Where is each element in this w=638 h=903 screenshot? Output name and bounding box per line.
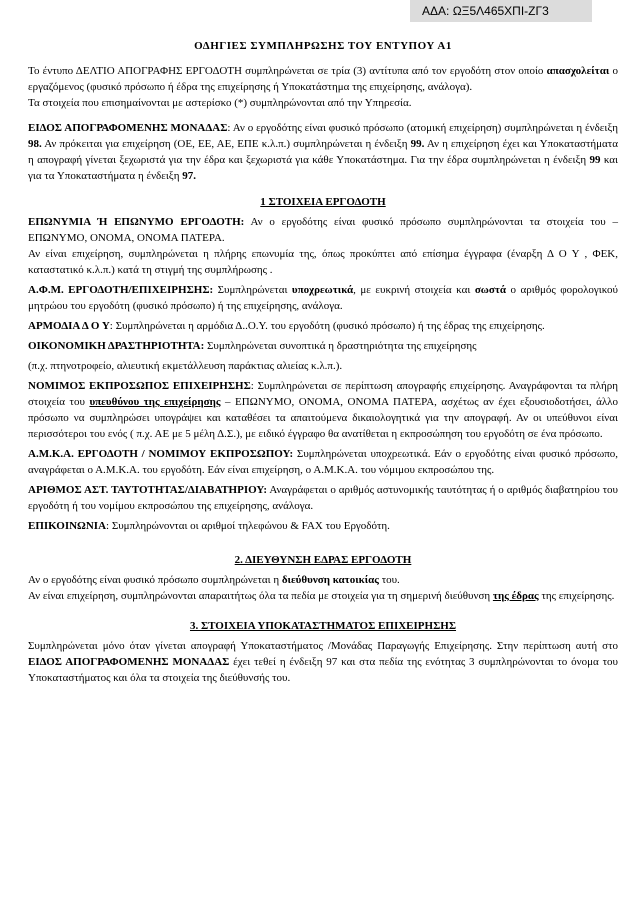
section-3-heading: 3. ΣΤΟΙΧΕΙΑ ΥΠΟΚΑΤΑΣΤΗΜΑΤΟΣ ΕΠΙΧΕΙΡΗΣΗΣ xyxy=(189,620,457,632)
epikoinonia-paragraph xyxy=(28,518,618,534)
intro-text-1: Το έντυπο ΔΕΛΤΙΟ ΑΠΟΓΡΑΦΗΣ ΕΡΓΟΔΟΤΗ συμπληρώνεται σε τρία (3) αντίτυπα από τον εργοδότη στον οποίο xyxy=(28,65,547,77)
section-3-text-1: Συμπληρώνεται μόνο όταν γίνεται απογραφή Υποκαταστήματος /Μονάδας Παραγωγής Επιχείρησης. Στην περίπτωση αυτή στο xyxy=(28,640,618,652)
intro-bold-word: απασχολείται xyxy=(546,65,610,77)
section-3-paragraph xyxy=(28,638,618,686)
section-2-text-1: Αν ο εργοδότης είναι φυσικό πρόσωπο συμπληρώνεται η xyxy=(28,574,282,586)
page-title: ΟΔΗΓΙΕΣ ΣΥΜΠΛΗΡΩΣΗΣ ΤΟΥ ΕΝΤΥΠΟΥ Α1 xyxy=(194,40,452,52)
eidos-code-99: 99. xyxy=(410,138,425,150)
afm-label: Α.Φ.Μ. ΕΡΓΟΔΟΤΗ/ΕΠΙΧΕΙΡΗΣΗΣ: xyxy=(28,284,214,296)
eidos-text-2: Αν πρόκειται για επιχείρηση (ΟΕ, ΕΕ, ΑΕ, ΕΠΕ κ.λ.π.) συμπληρώνεται η ένδειξη xyxy=(41,138,411,150)
eponymia-paragraph xyxy=(28,214,618,246)
eidos-paragraph xyxy=(28,120,618,184)
afm-bold-1: υποχρεωτικά xyxy=(291,284,354,296)
oik-label: ΟΙΚΟΝΟΜΙΚΗ ΔΡΑΣΤΗΡΙΟΤΗΤΑ: xyxy=(28,340,205,352)
afm-paragraph xyxy=(28,282,618,314)
intro-paragraph xyxy=(28,63,618,95)
oik-examples: (π.χ. πτηνοτροφείο, αλιευτική εκμετάλλευση παράκτιας αλιείας κ.λ.π.). xyxy=(28,360,343,372)
afm-text-1: Συμπληρώνεται xyxy=(213,284,292,296)
afm-bold-2: σωστά xyxy=(474,284,507,296)
nomimos-text-1: : Συμπληρώνεται σε περίπτωση απογραφής επιχείρησης. Αναγράφονται τα πλήρη στοιχεία του xyxy=(28,380,618,408)
eidos-text-3: Αν η επιχείρηση έχει και Υποκαταστήματα η απογραφή γίνεται ξεχωριστά για την έδρα και ξεχωριστά για κάθε Υποκατάστημα. Για την έδρα συμπληρώνεται η ένδειξη xyxy=(28,138,618,166)
eponymia-text: Αν ο εργοδότης είναι φυσικό πρόσωπο συμπληρώνονται τα στοιχεία του – ΕΠΩΝΥΜΟ, ΟΝΟΜΑ, ΟΝΟΜΑ ΠΑΤΕΡΑ. xyxy=(28,216,618,244)
nomimos-text-2: – ΕΠΩΝΥΜΟ, ΟΝΟΜΑ, ΟΝΟΜΑ ΠΑΤΕΡΑ, ασχέτως αν έχει εξουσιοδοτήσει, άλλο πρόσωπο να συμπληρώσει υπογράψει και καταθέσει τα απαιτούμενα δικαιολογητικά για την απογραφή. Αν οι υπεύθυνοι είναι περισσότεροι του ενός ( π.χ. ΑΕ με 5 μέλη Δ.Σ.), με ειδικό έγγραφο θα ανατίθεται η εκπροσώπηση του εργοδότη σε ένα πρόσωπο. xyxy=(28,396,619,440)
oik-text: Συμπληρώνεται συνοπτικά η δραστηριότητα της επιχείρησης xyxy=(204,340,477,352)
section-2-paragraph-2 xyxy=(28,588,618,604)
eidos-text-4: και για τα Υποκαταστήματα η ένδειξη xyxy=(28,154,619,182)
eponymia-label: ΕΠΩΝΥΜΙΑ Ή ΕΠΩΝΥΜΟ ΕΡΓΟΔΟΤΗ: xyxy=(28,216,245,228)
intro-text-2: ο εργαζόμενος (φυσικό πρόσωπο ή έδρα της επιχείρησης ή Υποκατάστημα της επιχείρησης, ανάλογα). xyxy=(28,65,618,93)
section-2-heading: 2. ΔΙΕΥΘΥΝΣΗ ΕΔΡΑΣ ΕΡΓΟΔΟΤΗ xyxy=(234,554,412,566)
epikoinonia-text: : Συμπληρώνονται οι αριθμοί τηλεφώνου & FAX του Εργοδότη. xyxy=(106,520,390,532)
section-3-bold: ΕΙΔΟΣ ΑΠΟΓΡΑΦΟΜΕΝΗΣ ΜΟΝΑΔΑΣ xyxy=(28,656,230,668)
epikoinonia-label: ΕΠΙΚΟΙΝΩΝΙΑ xyxy=(28,520,107,532)
eidos-text-1: : Αν ο εργοδότης είναι φυσικό πρόσωπο (ατομική επιχείρηση) συμπληρώνεται η ένδειξη xyxy=(227,122,618,134)
amka-label: Α.Μ.Κ.Α. ΕΡΓΟΔΟΤΗ / ΝΟΜΙΜΟΥ ΕΚΠΡΟΣΩΠΟΥ: xyxy=(28,448,294,460)
document-body xyxy=(28,38,618,686)
section-3-text-2: έχει τεθεί η ένδειξη 97 και στα πεδία της ενότητας 3 συμπληρώνονται το όνομα του Υποκαταστήματος και όλα τα στοιχεία της διεύθυνσής του. xyxy=(28,656,618,684)
eidos-code-98: 98. xyxy=(28,138,42,150)
section-2-paragraph-1 xyxy=(28,572,618,588)
eponymia-business-paragraph: Αν είναι επιχείρηση, συμπληρώνεται η πλήρης επωνυμία της, όπως προκύπτει από επίσημα έγγραφα (έναρξη Δ Ο Υ , ΦΕΚ, καταστατικό κ.λ.π.) κατά τη στιγμή της συμπλήρωσης . xyxy=(28,248,618,276)
section-1-heading: 1 ΣΤΟΙΧΕΙΑ ΕΡΓΟΔΟΤΗ xyxy=(260,196,386,208)
amka-paragraph xyxy=(28,446,618,478)
eidos-label: ΕΙΔΟΣ ΑΠΟΓΡΑΦΟΜΕΝΗΣ ΜΟΝΑΔΑΣ xyxy=(28,122,228,134)
section-2-bold: διεύθυνση κατοικίας xyxy=(281,574,379,586)
ada-code: ΑΔΑ: ΩΞ5Λ465ΧΠΙ-ΖΓ3 xyxy=(410,0,592,22)
afm-text-3: ο αριθμός φορολογικού μητρώου του εργοδότη (φυσικό πρόσωπο) ή της επιχείρησης, ανάλογα. xyxy=(28,284,618,312)
section-2-text-4: της επιχείρησης. xyxy=(538,590,615,602)
doy-text: : Συμπληρώνεται η αρμόδια Δ..Ο.Υ. του εργοδότη (φυσικό πρόσωπο) ή της έδρας της επιχείρησης. xyxy=(109,320,545,332)
amka-text: Συμπληρώνεται υποχρεωτικά. Εάν ο εργοδότης είναι φυσικό πρόσωπο, αναγράφεται ο Α.Μ.Κ.Α. του εργοδότη. Εάν είναι επιχείρηση, ο Α.Μ.Κ.Α. του νόμιμου εκπροσώπου της. xyxy=(28,448,618,476)
nomimos-label: ΝΟΜΙΜΟΣ ΕΚΠΡΟΣΩΠΟΣ ΕΠΙΧΕΙΡΗΣΗΣ xyxy=(28,380,251,392)
section-2-underlined: της έδρας xyxy=(492,590,539,602)
afm-text-2: , με ευκρινή στοιχεία και xyxy=(353,284,475,296)
intro-asterisk-note: Τα στοιχεία που επισημαίνονται με αστερίσκο (*) συμπληρώνονται από την Υπηρεσία. xyxy=(28,97,412,109)
doy-label: ΑΡΜΟΔΙΑ Δ Ο Υ xyxy=(28,320,110,332)
nomimos-underlined: υπευθύνου της επιχείρησης xyxy=(89,396,221,408)
eidos-code-99b: 99 xyxy=(589,154,601,166)
eidos-code-97: 97. xyxy=(182,170,196,182)
adt-paragraph xyxy=(28,482,618,514)
doy-paragraph xyxy=(28,318,618,334)
nomimos-paragraph xyxy=(28,378,618,442)
section-2-text-2: του. xyxy=(378,574,400,586)
adt-text: Αναγράφεται ο αριθμός αστυνομικής ταυτότητας ή ο αριθμός διαβατηρίου του εργοδότη ή του νομίμου εκπροσώπου της επιχείρησης, ανάλογα. xyxy=(28,484,618,512)
oik-paragraph xyxy=(28,338,618,354)
adt-label: ΑΡΙΘΜΟΣ ΑΣΤ. ΤΑΥΤΟΤΗΤΑΣ/ΔΙΑΒΑΤΗΡΙΟΥ: xyxy=(28,484,267,496)
section-2-text-3: Αν είναι επιχείρηση, συμπληρώνονται απαραιτήτως όλα τα πεδία με στοιχεία για τη σημερινή διεύθυνση xyxy=(28,590,493,602)
